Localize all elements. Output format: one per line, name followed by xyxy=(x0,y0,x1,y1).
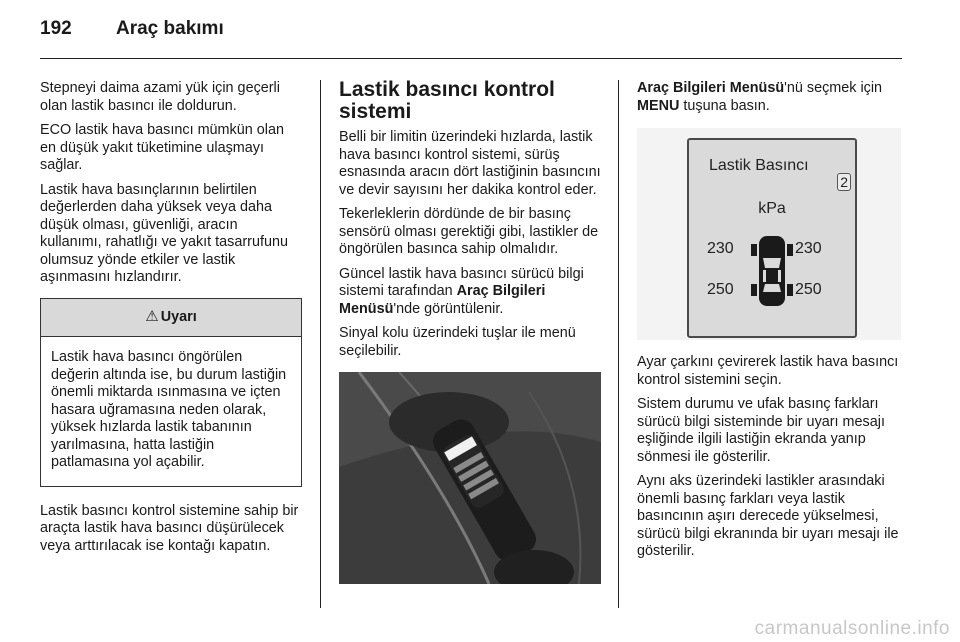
turn-signal-stalk-photo xyxy=(339,372,601,584)
paragraph-ignition-off: Lastik basıncı kontrol sistemine sahip bir araçta lastik hava basıncı düşürülecek veya arttırılacak ise kontağı kapatın. xyxy=(40,502,299,554)
column-divider-2 xyxy=(618,80,619,608)
paragraph-stalk-buttons: Sinyal kolu üzerindeki tuşlar ile menü seçilebilir. xyxy=(339,325,576,359)
paragraph-sensors: Tekerleklerin dördünde de bir basınç sensörü olması gerektiği gibi, lastikler de öngörülen basınca sahip olmalıdır. xyxy=(339,206,599,257)
column-2 xyxy=(339,80,605,584)
paragraph-spare-tyre: Stepneyi daima azami yük için geçerli olan lastik basıncı ile doldurun. xyxy=(40,80,280,114)
menu-button-term: MENU xyxy=(637,97,680,114)
warning-box xyxy=(40,298,302,487)
display-title: Lastik Basıncı xyxy=(709,157,809,174)
display-unit: kPa xyxy=(758,200,786,217)
paragraph-display-location: Güncel lastik hava basıncı sürücü bilgi sistemi tarafından Araç Bilgileri Menüsü'nde görüntülenir. xyxy=(339,265,584,317)
paragraph-menu-select: Araç Bilgileri Menüsü'nü seçmek için MENU tuşuna basın. xyxy=(637,80,883,114)
paragraph-select-system: Ayar çarkını çevirerek lastik hava basıncı kontrol sistemini seçin. xyxy=(637,354,899,388)
section-heading: Lastik basıncı kontrol sistemi xyxy=(339,78,555,123)
paragraph-eco-pressure: ECO lastik hava basıncı mümkün olan en düşük yakıt tüketimine ulaşmayı sağlar. xyxy=(40,122,284,173)
rear-right-pressure: 250 xyxy=(795,281,822,298)
driver-info-screen xyxy=(687,138,857,338)
menu-term: Araç Bilgileri Menüsü xyxy=(339,283,546,317)
page-header xyxy=(40,18,224,40)
paragraph-pressure-effects: Lastik hava basınçlarının belirtilen değerlerden daha yüksek veya daha düşük olması, güvenliği, aracın kullanımı, rahatlığı ve yakıt tasarrufunu olumsuz yönde etkiler ve lastik aşınmasını hızlandırır. xyxy=(40,181,288,285)
warning-triangle-icon: ⚠ xyxy=(145,307,159,325)
warning-header xyxy=(41,299,301,338)
front-left-pressure: 230 xyxy=(707,240,734,257)
page-number: 192 xyxy=(40,18,72,39)
warning-text: Lastik hava basıncı öngörülen değerin altında ise, bu durum lastiğin önemli miktarda ısınmasına ve içten hasara uğramasına neden olarak, yüksek hızlarda lastik tabanının yarılmasına, hatta lastiğin patlamasına yol açabilir. xyxy=(51,349,287,470)
rear-left-pressure: 250 xyxy=(707,281,734,298)
header-rule xyxy=(40,58,902,59)
column-3 xyxy=(637,80,903,568)
watermark: carmanualsonline.info xyxy=(754,618,950,639)
car-top-view-icon xyxy=(751,236,793,306)
paragraph-system-intro: Belli bir limitin üzerindeki hızlarda, lastik hava basıncı kontrol sistemi, sürüş esnasında aracın dört lastiğinin basıncını ve devir sayısını her dakika kontrol eder. xyxy=(339,129,601,198)
paragraph-axle-difference: Aynı aks üzerindeki lastikler arasındaki önemli basınç farkları veya lastik basıncının aşırı derecede yükselmesi, sürücü bilgi ekranında bir uyarı mesajı ile gösterilir. xyxy=(637,473,899,559)
warning-title: Uyarı xyxy=(160,308,197,325)
column-divider-1 xyxy=(320,80,321,608)
tyre-pressure-display-figure xyxy=(637,128,901,340)
menu-term: Araç Bilgileri Menüsü xyxy=(637,80,785,96)
display-page-badge: 2 xyxy=(837,173,851,191)
chapter-title: Araç bakımı xyxy=(116,18,224,39)
paragraph-status-warning: Sistem durumu ve ufak basınç farkları sürücü bilgi sisteminde bir uyarı mesajı eşliğinde ilgili lastiğin ekranda yanıp sönmesi ile gösterilir. xyxy=(637,396,885,465)
column-1 xyxy=(40,80,302,562)
front-right-pressure: 230 xyxy=(795,240,822,257)
